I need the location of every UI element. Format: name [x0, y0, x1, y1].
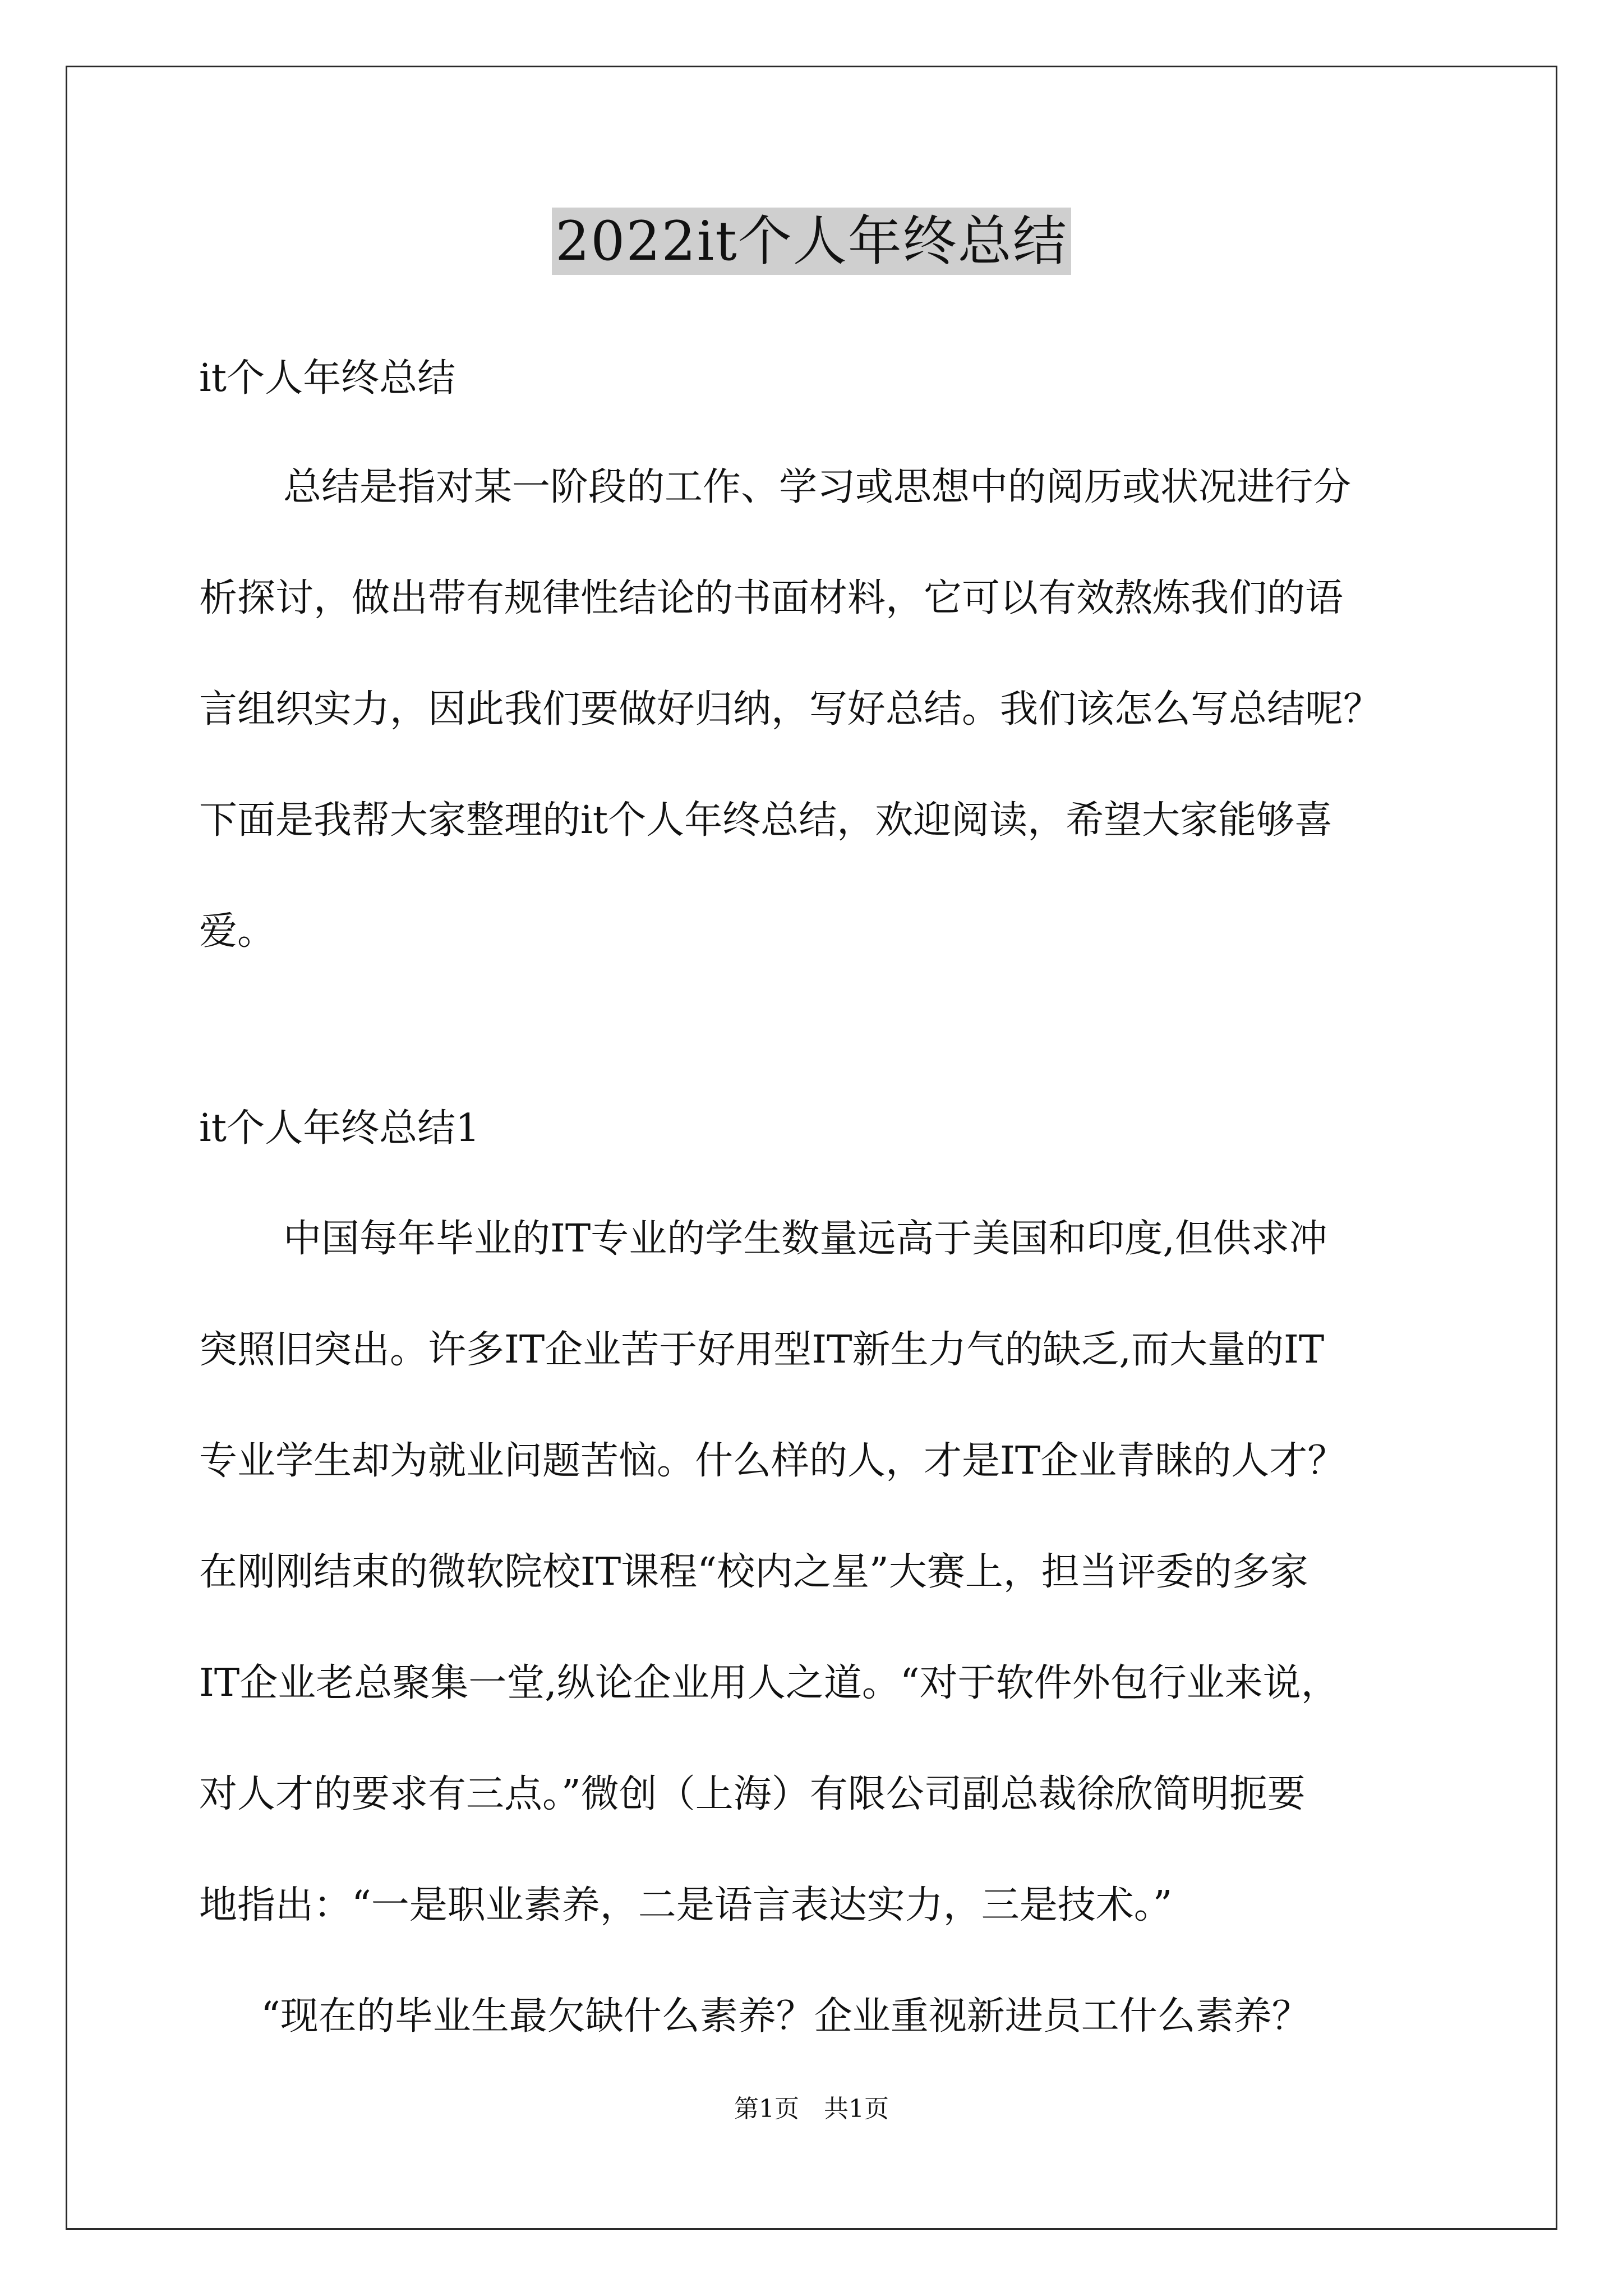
paragraph-line: 突照旧突出。许多IT企业苦于好用型IT新生力气的缺乏,而大量的IT	[199, 1328, 1325, 1372]
paragraph-line: 爱。	[199, 909, 276, 954]
paragraph-line: 下面是我帮大家整理的it个人年终总结，欢迎阅读，希望大家能够喜	[199, 798, 1333, 843]
paragraph-line: 言组织实力，因此我们要做好归纳，写好总结。我们该怎么写总结呢？	[199, 687, 1382, 731]
paragraph-line: 中国每年毕业的IT专业的学生数量远高于美国和印度,但供求冲	[283, 1217, 1327, 1261]
paragraph-line: 地指出：“一是职业素养，二是语言表达实力，三是技术。”	[199, 1883, 1173, 1927]
document-title-text: 2022it个人年终总结	[552, 208, 1071, 275]
section1-paragraph	[199, 1184, 1444, 2072]
paragraph-line: 析探讨，做出带有规律性结论的书面材料，它可以有效熬炼我们的语	[199, 576, 1344, 620]
paragraph-line: “现在的毕业生最欠缺什么素养？企业重视新进员工什么素养？	[261, 1994, 1310, 2039]
paragraph-line: IT企业老总聚集一堂,纵论企业用人之道。“对于软件外包行业来说，	[199, 1661, 1339, 1705]
page-footer: 第1页 共1页	[734, 2095, 889, 2123]
document-title	[0, 202, 1623, 280]
paragraph-line: 总结是指对某一阶段的工作、学习或思想中的阅历或状况进行分	[283, 465, 1352, 509]
paragraph-line: 对人才的要求有三点。”微创（上海）有限公司副总裁徐欣简明扼要	[199, 1772, 1306, 1816]
section1-heading: it个人年终总结1	[199, 1106, 480, 1151]
paragraph-line: 专业学生却为就业问题苦恼。什么样的人，才是IT企业青睐的人才？	[199, 1439, 1346, 1483]
intro-heading: it个人年终总结	[199, 356, 456, 401]
paragraph-line: 在刚刚结束的微软院校IT课程“校内之星”大赛上，担当评委的多家	[199, 1550, 1308, 1594]
intro-paragraph	[199, 432, 1444, 987]
